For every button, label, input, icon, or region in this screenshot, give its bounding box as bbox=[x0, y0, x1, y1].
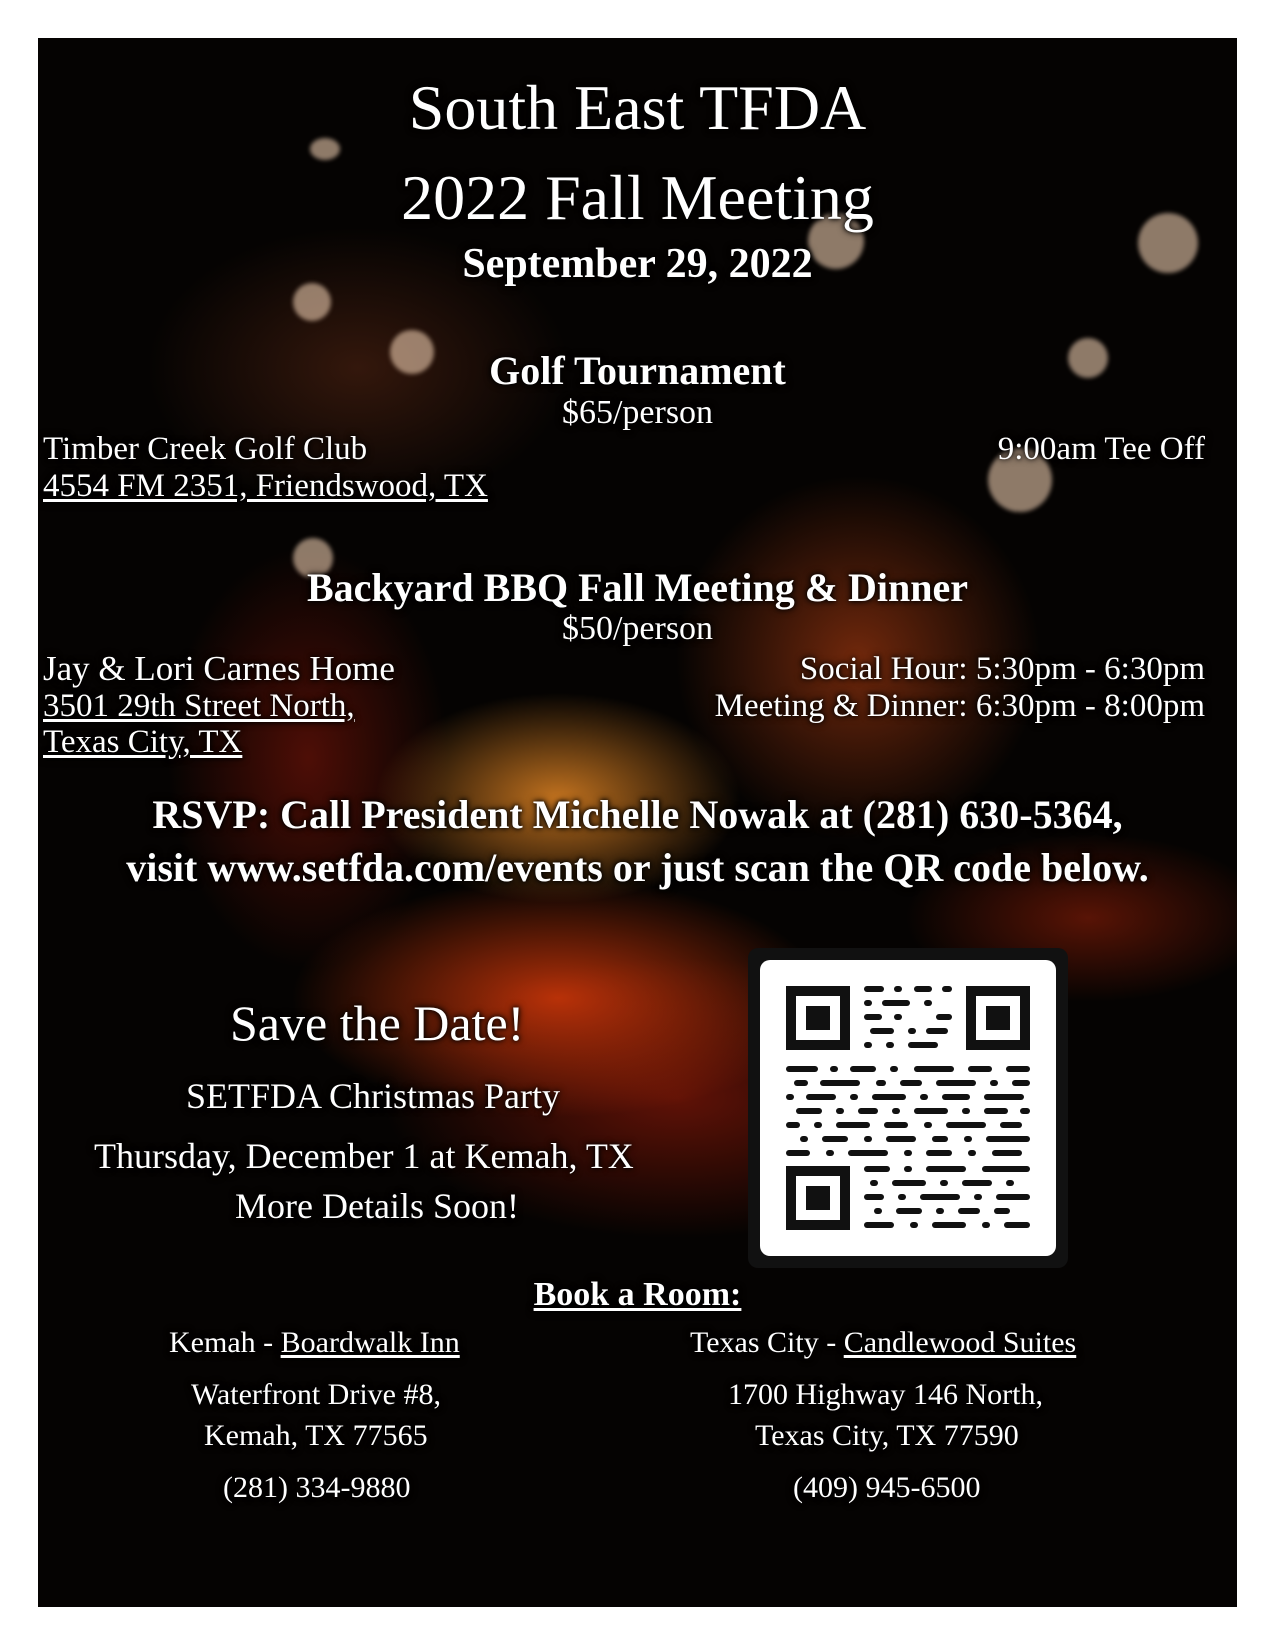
golf-title: Golf Tournament bbox=[489, 348, 786, 393]
event-org-title: South East TFDA bbox=[408, 72, 867, 143]
golf-address-link[interactable]: 4554 FM 2351, Friendswood, TX bbox=[43, 468, 488, 504]
bokeh-light bbox=[310, 138, 340, 160]
texas-city-city: Texas City - bbox=[690, 1326, 844, 1359]
bbq-meeting-dinner: Meeting & Dinner: 6:30pm - 8:00pm bbox=[714, 688, 1205, 724]
bbq-price: $50/person bbox=[561, 610, 714, 647]
flyer-background bbox=[38, 38, 1237, 1607]
bbq-title: Backyard BBQ Fall Meeting & Dinner bbox=[306, 565, 969, 610]
qr-code[interactable] bbox=[760, 960, 1056, 1256]
kemah-address-line2: Kemah, TX 77565 bbox=[204, 1419, 428, 1452]
texas-city-phone: (409) 945-6500 bbox=[793, 1471, 981, 1504]
rsvp-line2: visit www.setfda.com/events or just scan the QR code below. bbox=[126, 845, 1149, 890]
save-the-date-title: Save the Date! bbox=[230, 995, 525, 1051]
kemah-hotel-line bbox=[169, 1328, 460, 1358]
kemah-phone: (281) 334-9880 bbox=[223, 1471, 411, 1504]
golf-tee-time: 9:00am Tee Off bbox=[997, 431, 1205, 467]
kemah-city: Kemah - bbox=[169, 1326, 281, 1359]
bbq-address-line1[interactable]: 3501 29th Street North, bbox=[43, 688, 355, 724]
book-room-title: Book a Room: bbox=[533, 1276, 742, 1313]
candlewood-suites-link[interactable]: Candlewood Suites bbox=[843, 1326, 1077, 1359]
christmas-party-name: SETFDA Christmas Party bbox=[186, 1076, 561, 1116]
bbq-venue: Jay & Lori Carnes Home bbox=[43, 649, 395, 688]
bokeh-light bbox=[293, 283, 331, 321]
boardwalk-inn-link[interactable]: Boardwalk Inn bbox=[280, 1326, 460, 1359]
texas-city-address-line2: Texas City, TX 77590 bbox=[755, 1419, 1019, 1452]
rsvp-line1: RSVP: Call President Michelle Nowak at (281) 630-5364, bbox=[152, 792, 1123, 837]
qr-code-icon bbox=[786, 986, 1030, 1230]
event-title: 2022 Fall Meeting bbox=[401, 162, 874, 233]
bbq-social-hour: Social Hour: 5:30pm - 6:30pm bbox=[799, 651, 1205, 687]
texas-city-hotel-line bbox=[690, 1328, 1076, 1358]
christmas-party-details: More Details Soon! bbox=[235, 1186, 519, 1226]
texas-city-address-line1: 1700 Highway 146 North, bbox=[728, 1378, 1043, 1411]
golf-price: $65/person bbox=[561, 394, 714, 431]
kemah-address-line1: Waterfront Drive #8, bbox=[191, 1378, 441, 1411]
event-date: September 29, 2022 bbox=[462, 241, 813, 287]
bbq-address-line2[interactable]: Texas City, TX bbox=[43, 724, 243, 760]
christmas-party-date: Thursday, December 1 at Kemah, TX bbox=[94, 1136, 634, 1176]
golf-venue: Timber Creek Golf Club bbox=[43, 431, 368, 467]
